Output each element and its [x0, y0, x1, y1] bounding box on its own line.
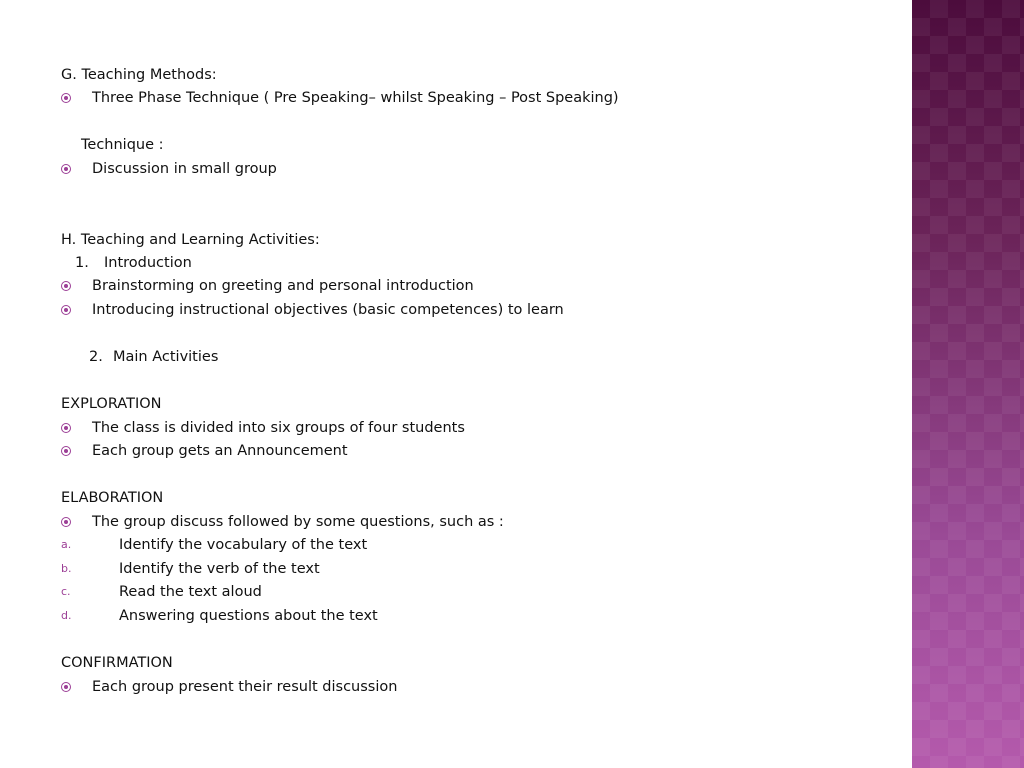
list-item-text: Three Phase Technique ( Pre Speaking– whilst Speaking – Post Speaking): [92, 90, 619, 106]
list-item-text: Discussion in small group: [92, 161, 277, 177]
bullet-icon: [61, 682, 71, 692]
list-number: 1.: [75, 255, 89, 271]
decorative-side-panel: [912, 0, 1024, 768]
list-letter: d.: [61, 609, 72, 622]
list-letter: c.: [61, 585, 71, 598]
bullet-icon: [61, 164, 71, 174]
list-item-text: Answering questions about the text: [119, 608, 378, 624]
list-item-text: Read the text aloud: [119, 584, 262, 600]
list-item-text: Identify the vocabulary of the text: [119, 537, 368, 553]
list-item-text: Identify the verb of the text: [119, 561, 320, 577]
bullet-icon: [61, 281, 71, 291]
section-g-heading-text: G. Teaching Methods:: [61, 67, 217, 83]
section-h-heading-text: H. Teaching and Learning Activities:: [61, 232, 320, 248]
list-item-text: Introducing instructional objectives (basic competences) to learn: [92, 302, 564, 318]
list-item-text: Each group present their result discussion: [92, 679, 398, 695]
elaboration-heading-text: ELABORATION: [61, 490, 164, 506]
list-item-text: The group discuss followed by some questions, such as :: [92, 514, 504, 530]
list-letter: a.: [61, 538, 72, 551]
numbered-item-label: Main Activities: [113, 349, 219, 365]
confirmation-heading-text: CONFIRMATION: [61, 655, 173, 671]
bullet-icon: [61, 446, 71, 456]
list-number: 2.: [89, 349, 103, 365]
list-item-text: The class is divided into six groups of four students: [92, 420, 465, 436]
exploration-heading-text: EXPLORATION: [61, 396, 162, 412]
bullet-icon: [61, 517, 71, 527]
technique-label-text: Technique :: [81, 137, 164, 153]
list-item-text: Each group gets an Announcement: [92, 443, 348, 459]
bullet-icon: [61, 423, 71, 433]
numbered-item-label: Introduction: [104, 255, 192, 271]
bullet-icon: [61, 93, 71, 103]
bullet-icon: [61, 305, 71, 315]
list-letter: b.: [61, 562, 72, 575]
list-item-text: Brainstorming on greeting and personal introduction: [92, 278, 474, 294]
